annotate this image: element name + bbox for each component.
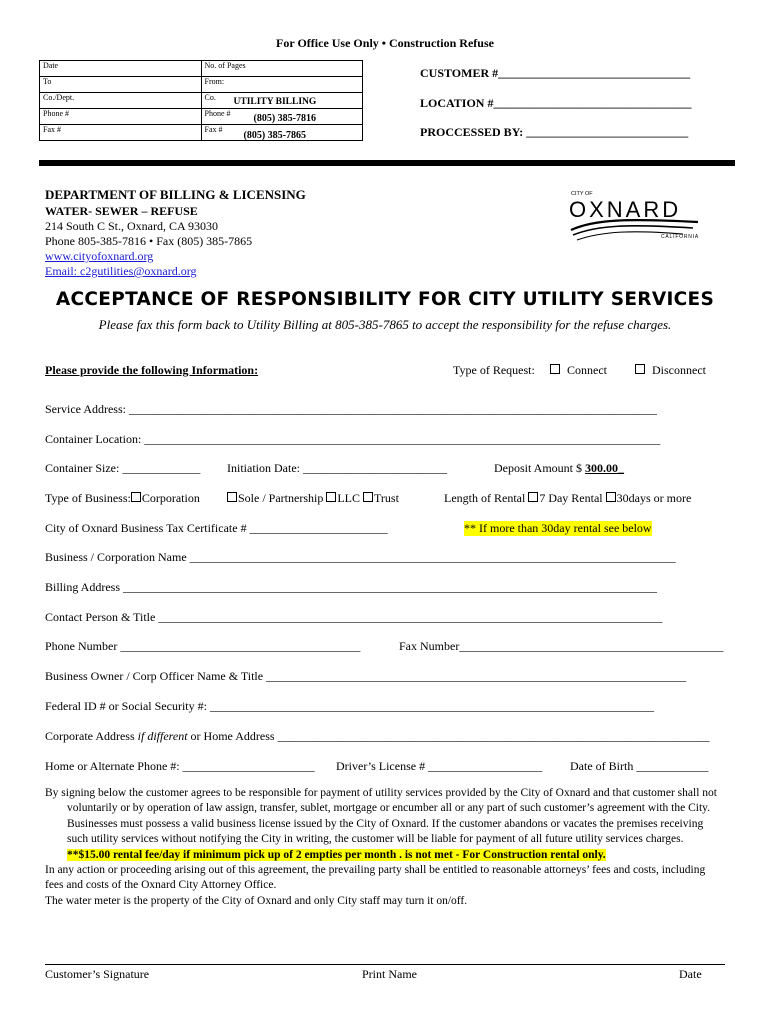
provide-info-heading: Please provide the following Information:	[45, 363, 259, 377]
date-of-birth-field[interactable]: Date of Birth ____________	[570, 759, 709, 773]
co-label: Co.	[204, 93, 216, 102]
email-link[interactable]: Email: c2gutilities@oxnard.org	[45, 264, 197, 278]
phone-cell-2	[201, 109, 363, 125]
customer-number-field[interactable]: CUSTOMER #________________________________	[420, 66, 691, 80]
sole-option[interactable]	[227, 491, 399, 506]
fax-cover-table	[39, 60, 363, 141]
connect-checkbox[interactable]	[550, 364, 560, 374]
logo-california: CALIFORNIA	[661, 234, 700, 240]
request-type-label: Type of Request:	[453, 363, 535, 377]
customer-signature-label: Customer’s Signature	[45, 967, 150, 981]
rental-note: ** If more than 30day rental see below	[464, 521, 652, 535]
rental-length-row	[444, 491, 691, 506]
corporation-checkbox[interactable]	[131, 492, 141, 502]
legal-paragraph-2: In any action or proceeding arising out of this agreement, the prevailing party shall be entitled to reasonable attorneys’ fees and costs, including fees and costs of the Oxnard City Attorney Office.	[45, 864, 706, 892]
business-type-label: Type of Business:	[45, 491, 131, 505]
date-label: Date	[43, 61, 59, 70]
rental-30-checkbox[interactable]	[606, 492, 616, 502]
print-name-label: Print Name	[362, 967, 417, 981]
website-link[interactable]: www.cityofoxnard.org	[45, 249, 154, 263]
disconnect-label: Disconnect	[652, 363, 706, 377]
tax-certificate-field[interactable]: City of Oxnard Business Tax Certificate # _______________________	[45, 521, 388, 535]
form-subtitle: Please fax this form back to Utility Billing at 805-385-7865 to accept the responsibility for the refuse charges.	[98, 317, 672, 332]
from-cell[interactable]	[201, 77, 363, 93]
department-name: DEPARTMENT OF BILLING & LICENSING	[45, 187, 306, 202]
corporate-address-field[interactable]	[45, 729, 710, 744]
codept-cell[interactable]	[40, 93, 202, 109]
oxnard-logo-graphic	[563, 188, 713, 248]
drivers-license-field[interactable]: Driver’s License # ___________________	[336, 759, 543, 773]
legal-paragraph-3: The water meter is the property of the City of Oxnard and only City staff may turn it on/off.	[45, 894, 468, 907]
phone-label-2: Phone #	[204, 109, 231, 118]
rental-7-checkbox[interactable]	[528, 492, 538, 502]
disconnect-option[interactable]	[635, 363, 706, 378]
deposit-value: 300.00_	[585, 461, 625, 475]
connect-option[interactable]	[550, 363, 607, 378]
date-cell[interactable]	[40, 61, 202, 77]
trust-checkbox[interactable]	[363, 492, 373, 502]
fax-cell[interactable]	[40, 125, 202, 141]
codept-label: Co./Dept.	[43, 93, 75, 102]
legal-paragraph-1-text: By signing below the customer agrees to be responsible for payment of utility services provided by the City of Oxnard and that customer shall not voluntarily or by operation of law assign, transfer, sublet, mortgage or encumber all or any part of such customer’s agreement with the City. Businesses must possess a valid business license issued by the City of Oxnard. If the customer abandons or vacates the premises receiving such utility services without notifying the City in writing, the customer will be liable for payment of all future utility services charges.	[45, 787, 717, 846]
logo-name: OXNARD	[569, 197, 682, 222]
federal-id-field[interactable]: Federal ID # or Social Security #: __________________________________________________________________________	[45, 699, 654, 713]
deposit-amount	[494, 461, 624, 476]
form-title: ACCEPTANCE OF RESPONSIBILITY FOR CITY UTILITY SERVICES	[55, 289, 715, 310]
trust-label: Trust	[374, 491, 399, 505]
alternate-phone-field[interactable]: Home or Alternate Phone #: ______________________	[45, 759, 315, 773]
initiation-date-field[interactable]: Initiation Date: ________________________	[227, 461, 447, 475]
corp-address-rest: or Home Address ________________________________________________________________________	[187, 729, 710, 743]
phone-cell[interactable]	[40, 109, 202, 125]
phone-number-field[interactable]: Phone Number ________________________________________	[45, 639, 361, 653]
deposit-label: Deposit Amount $	[494, 461, 583, 475]
from-label: From:	[204, 77, 225, 86]
to-label: To	[43, 77, 52, 86]
sole-label: Sole / Partnership	[238, 491, 324, 505]
phone-value: (805) 385-7816	[253, 113, 316, 124]
corp-address-label: Corporate Address	[45, 729, 138, 743]
container-location-field[interactable]: Container Location: ______________________________________________________________________________________	[45, 432, 661, 446]
phone-label: Phone #	[43, 109, 69, 118]
fax-label-2: Fax #	[204, 125, 223, 134]
rental-7-label: 7 Day Rental	[539, 491, 603, 505]
co-cell	[201, 93, 363, 109]
fax-cell-2	[201, 125, 363, 141]
llc-checkbox[interactable]	[326, 492, 336, 502]
department-address: 214 South C St., Oxnard, CA 93030	[45, 219, 219, 233]
disconnect-checkbox[interactable]	[635, 364, 645, 374]
connect-label: Connect	[567, 363, 607, 377]
department-phone-fax: Phone 805-385-7816 • Fax (805) 385-7865	[45, 234, 253, 248]
rental-fee-notice: **$15.00 rental fee/day if minimum pick up of 2 empties per month . is not met - For Construction rental only.	[67, 848, 606, 861]
co-value: UTILITY BILLING	[233, 97, 317, 107]
legal-paragraph-1	[45, 786, 725, 863]
service-address-field[interactable]: Service Address: ________________________________________________________________________________________	[45, 402, 657, 416]
corporation-label: Corporation	[141, 491, 200, 505]
location-number-field[interactable]: LOCATION #_________________________________	[420, 96, 692, 110]
department-division: WATER- SEWER – REFUSE	[45, 204, 198, 218]
office-use-title: For Office Use Only • Construction Refuse	[276, 36, 494, 50]
contact-person-field[interactable]: Contact Person & Title ____________________________________________________________________________________	[45, 610, 663, 624]
container-size-field[interactable]: Container Size: _____________	[45, 461, 201, 475]
business-type-row	[45, 491, 200, 506]
billing-address-field[interactable]: Billing Address _________________________________________________________________________________________	[45, 580, 658, 594]
llc-label: LLC	[337, 491, 360, 505]
to-cell[interactable]	[40, 77, 202, 93]
fax-number-field[interactable]: Fax Number____________________________________________	[399, 639, 724, 653]
sole-checkbox[interactable]	[227, 492, 237, 502]
fax-label: Fax #	[43, 125, 61, 134]
business-name-field[interactable]: Business / Corporation Name _________________________________________________________________________________	[45, 550, 676, 564]
signature-date-label: Date	[679, 967, 702, 981]
header-divider	[39, 160, 735, 166]
oxnard-logo	[563, 188, 713, 248]
corp-address-qualifier: if different	[137, 729, 188, 743]
rental-length-label: Length of Rental	[444, 491, 526, 505]
legal-terms	[45, 786, 725, 909]
pages-label: No. of Pages	[204, 61, 246, 70]
fax-value: (805) 385-7865	[243, 130, 306, 141]
signature-line[interactable]	[45, 964, 725, 965]
pages-cell[interactable]	[201, 61, 363, 77]
owner-name-field[interactable]: Business Owner / Corp Officer Name & Title ______________________________________________________________________	[45, 669, 687, 683]
rental-30-label: 30days or more	[616, 491, 692, 505]
processed-by-field[interactable]: PROCCESSED BY: ___________________________	[420, 125, 689, 139]
logo-city-of: CITY OF	[571, 191, 593, 197]
